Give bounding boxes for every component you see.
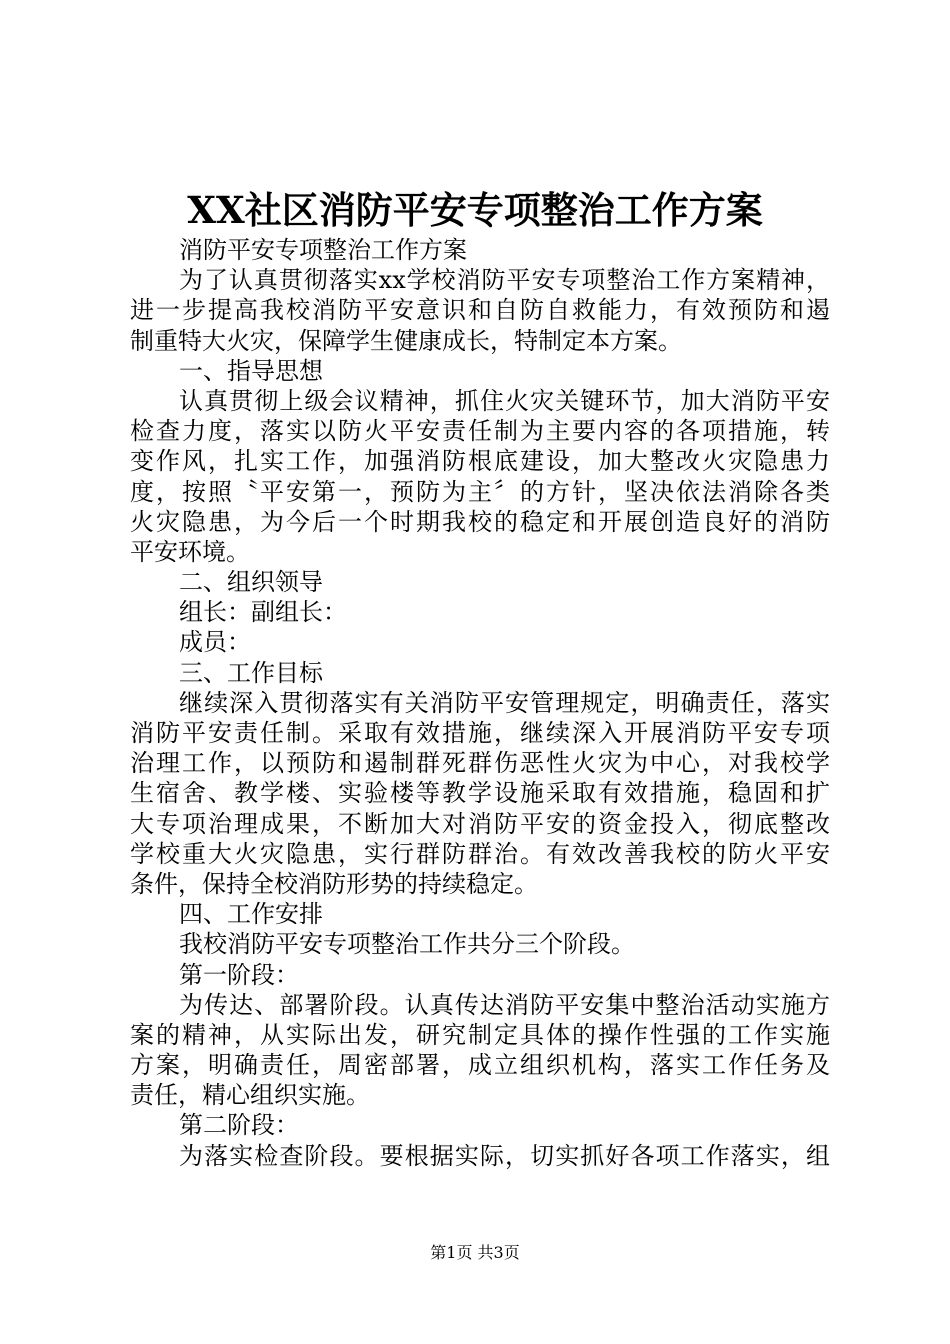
page-number-footer: 第1页 共3页 xyxy=(430,1243,520,1262)
paragraph-line: 平安环境。 xyxy=(130,537,250,566)
section-heading: 二、组织领导 xyxy=(179,568,323,597)
paragraph-line: 成员： xyxy=(179,628,251,657)
paragraph-line: 制重特大火灾，保障学生健康成长，特制定本方案。 xyxy=(130,326,682,355)
paragraph-line: 条件，保持全校消防形势的持续稳定。 xyxy=(130,869,538,898)
stage-heading: 第一阶段： xyxy=(179,960,299,989)
paragraph-line: 为传达、部署阶段。认真传达消防平安集中整治活动实施方 xyxy=(179,990,830,1019)
section-heading: 三、工作目标 xyxy=(179,658,323,687)
paragraph-line: 为落实检查阶段。要根据实际，切实抓好各项工作落实，组 xyxy=(179,1141,830,1170)
paragraph-line: 案的精神，从实际出发，研究制定具体的操作性强的工作实施 xyxy=(130,1020,830,1049)
stage-heading: 第二阶段： xyxy=(179,1111,299,1140)
paragraph-line: 度，按照〝平安第一，预防为主〞的方针，坚决依法消除各类 xyxy=(130,477,830,506)
paragraph-line: 为了认真贯彻落实xx学校消防平安专项整治工作方案精神， xyxy=(179,266,830,295)
paragraph-line: 火灾隐患，为今后一个时期我校的稳定和开展创造良好的消防 xyxy=(130,507,830,536)
paragraph-line: 认真贯彻上级会议精神，抓住火灾关键环节，加大消防平安 xyxy=(179,386,830,415)
paragraph-line: 检查力度，落实以防火平安责任制为主要内容的各项措施，转 xyxy=(130,417,830,446)
document-body xyxy=(130,235,830,1171)
paragraph-line: 治理工作，以预防和遏制群死群伤恶性火灾为中心，对我校学 xyxy=(130,749,830,778)
paragraph-line: 进一步提高我校消防平安意识和自防自救能力，有效预防和遏 xyxy=(130,296,830,325)
document-title: XX社区消防平安专项整治工作方案 xyxy=(187,188,763,232)
paragraph-line: 大专项治理成果，不断加大对消防平安的资金投入，彻底整改 xyxy=(130,809,830,838)
paragraph-line: 方案，明确责任，周密部署，成立组织机构，落实工作任务及 xyxy=(130,1051,830,1080)
paragraph-line: 生宿舍、教学楼、实验楼等教学设施采取有效措施，稳固和扩 xyxy=(130,779,830,808)
paragraph-line: 学校重大火灾隐患，实行群防群治。有效改善我校的防火平安 xyxy=(130,839,830,868)
paragraph-line: 责任，精心组织实施。 xyxy=(130,1081,370,1110)
section-heading: 四、工作安排 xyxy=(179,900,323,929)
paragraph-line: 继续深入贯彻落实有关消防平安管理规定，明确责任，落实 xyxy=(179,688,830,717)
section-heading: 一、指导思想 xyxy=(179,356,323,385)
paragraph-line: 变作风，扎实工作，加强消防根底建设，加大整改火灾隐患力 xyxy=(130,447,830,476)
paragraph-line: 消防平安责任制。采取有效措施，继续深入开展消防平安专项 xyxy=(130,719,830,747)
subtitle-line: 消防平安专项整治工作方案 xyxy=(179,236,467,264)
paragraph-line: 组长：副组长： xyxy=(179,598,347,627)
paragraph-line: 我校消防平安专项整治工作共分三个阶段。 xyxy=(179,930,635,959)
